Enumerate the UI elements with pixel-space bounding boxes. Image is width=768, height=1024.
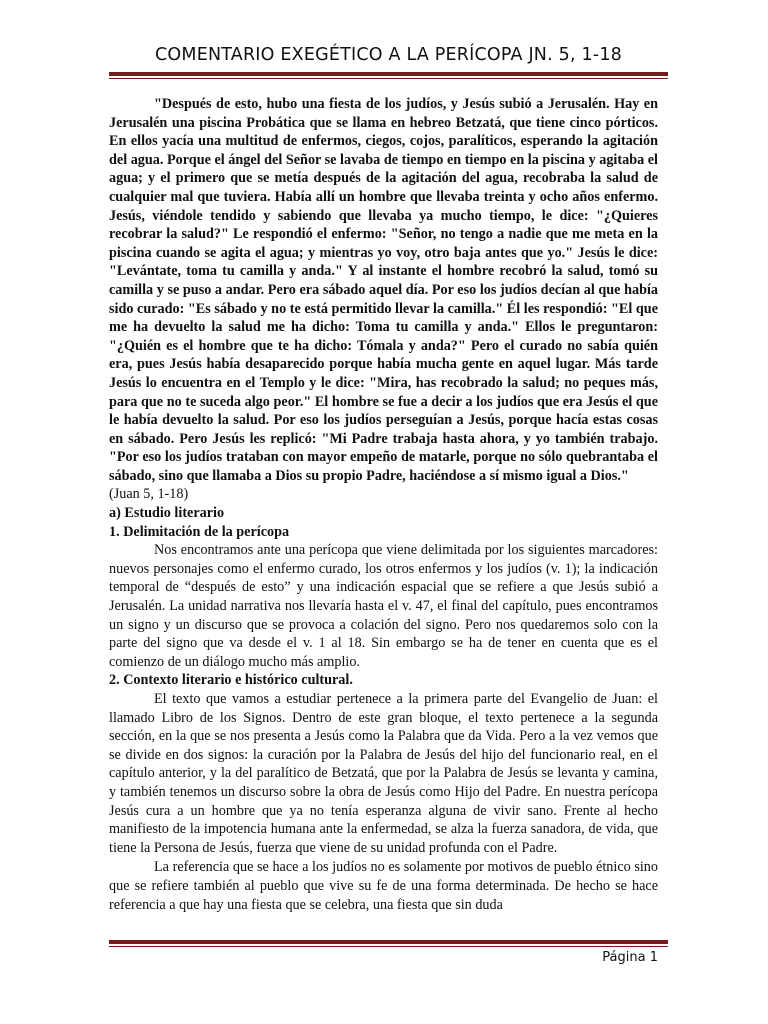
footer-rule-thin — [109, 946, 668, 947]
paragraph-jews-reference: La referencia que se hace a los judíos no es solamente por motivos de pueblo étnico sino que se refiere también al pueblo que vive su fe de una forma determinada. De hecho se hace referencia a que hay una fiesta que se celebra, una fiesta que sin duda — [109, 859, 658, 913]
page-number: Página 1 — [602, 950, 658, 965]
subsection-heading-2: 2. Contexto literario e histórico cultural. — [109, 672, 353, 689]
footer-rule-thick — [109, 940, 668, 944]
document-body — [109, 95, 658, 914]
scripture-quote: "Después de esto, hubo una fiesta de los judíos, y Jesús subió a Jerusalén. Hay en Jerusalén una piscina Probática que se llama en hebreo Betzatá, que tiene cinco pórticos. En ellos yacía una multitud de enfermos, ciegos, cojos, paralíticos, esperando la agitación del agua. Porque el ángel del Señor se lavaba de tiempo en tiempo en la piscina y agitaba el agua; y el primero que se metía después de la agitación del agua, recobraba la salud de cualquier mal que tuviera. Había allí un hombre que llevaba treinta y ocho años enfermo. Jesús, viéndole tendido y sabiendo que llevaba ya mucho tiempo, le dice: "¿Quieres recobrar la salud?" Le respondió el enfermo: "Señor, no tengo a nadie que me meta en la piscina cuando se agita el agua; y mientras yo voy, otro baja antes que yo." Jesús le dice: "Levántate, toma tu camilla y anda." Y al instante el hombre recobró la salud, tomó su camilla y se puso a andar. Pero era sábado aquel día. Por eso los judíos decían al que había sido curado: "Es sábado y no te está permitido llevar la camilla." Él les respondió: "El que me ha devuelto la salud me ha dicho: Toma tu camilla y anda." Ellos le preguntaron: "¿Quién es el hombre que te ha dicho: Tómala y anda?" Pero el curado no sabía quién era, pues Jesús había desaparecido porque había mucha gente en aquel lugar. Más tarde Jesús lo encuentra en el Templo y le dice: "Mira, has recobrado la salud; no peques más, para que no te suceda algo peor." El hombre se fue a decir a los judíos que era Jesús el que le había devuelto la salud. Por eso los judíos perseguían a Jesús, porque hacía estas cosas en sábado. Pero Jesús les replicó: "Mi Padre trabaja hasta ahora, y yo también trabajo. "Por eso los judíos trataban con mayor empeño de matarle, porque no sólo quebrantaba el sábado, sino que llamaba a Dios su propio Padre, haciéndose a sí mismo igual a Dios." — [109, 96, 658, 484]
subsection-heading-1: 1. Delimitación de la perícopa — [109, 523, 290, 540]
document-title: COMENTARIO EXEGÉTICO A LA PERÍCOPA JN. 5, 1-18 — [155, 45, 622, 65]
header-rule-thick — [109, 72, 668, 76]
scripture-reference: (Juan 5, 1-18) — [109, 486, 189, 503]
paragraph-context: El texto que vamos a estudiar pertenece a la primera parte del Evangelio de Juan: el llamado Libro de los Signos. Dentro de este gran bloque, el texto pertenece a la segunda sección, en la que se nos presenta a Jesús como la Palabra que da Vida. Pero a la vez vemos que se divide en dos signos: la curación por la Palabra de Jesús del hijo del funcionario real, en el capítulo anterior, y la del paralítico de Betzatá, que por la Palabra de Jesús se levanta y camina, y también tenemos un discurso sobre la obra de Jesús como Hijo del Padre. En nuestra perícopa Jesús cura a un hombre que ya no tenía esperanza alguna de vivir sano. Frente al hecho manifiesto de la impotencia humana ante la enfermedad, se alza la fuerza sanadora, de vida, que tiene la Persona de Jesús, fuerza que viene de su unidad profunda con el Padre. — [109, 691, 658, 856]
paragraph-delimitation: Nos encontramos ante una perícopa que viene delimitada por los siguientes marcadores: nuevos personajes como el enfermo curado, los otros enfermos y los judíos (v. 1); la indicación temporal de “después de esto” y una indicación espacial que se refiere a que Jesús subió a Jerusalén. La unidad narrativa nos llevaría hasta el v. 47, el final del capítulo, pues encontramos un signo y un discurso que se provoca a colación del signo. Pero nos quedaremos solo con la parte del signo que va desde el v. 1 al 18. Sin embargo se ha de tener en cuenta que es el comienzo de un diálogo mucho más amplio. — [109, 542, 658, 670]
section-heading-a: a) Estudio literario — [109, 505, 225, 522]
header-rule-thin — [109, 78, 668, 79]
page-header — [109, 44, 668, 66]
